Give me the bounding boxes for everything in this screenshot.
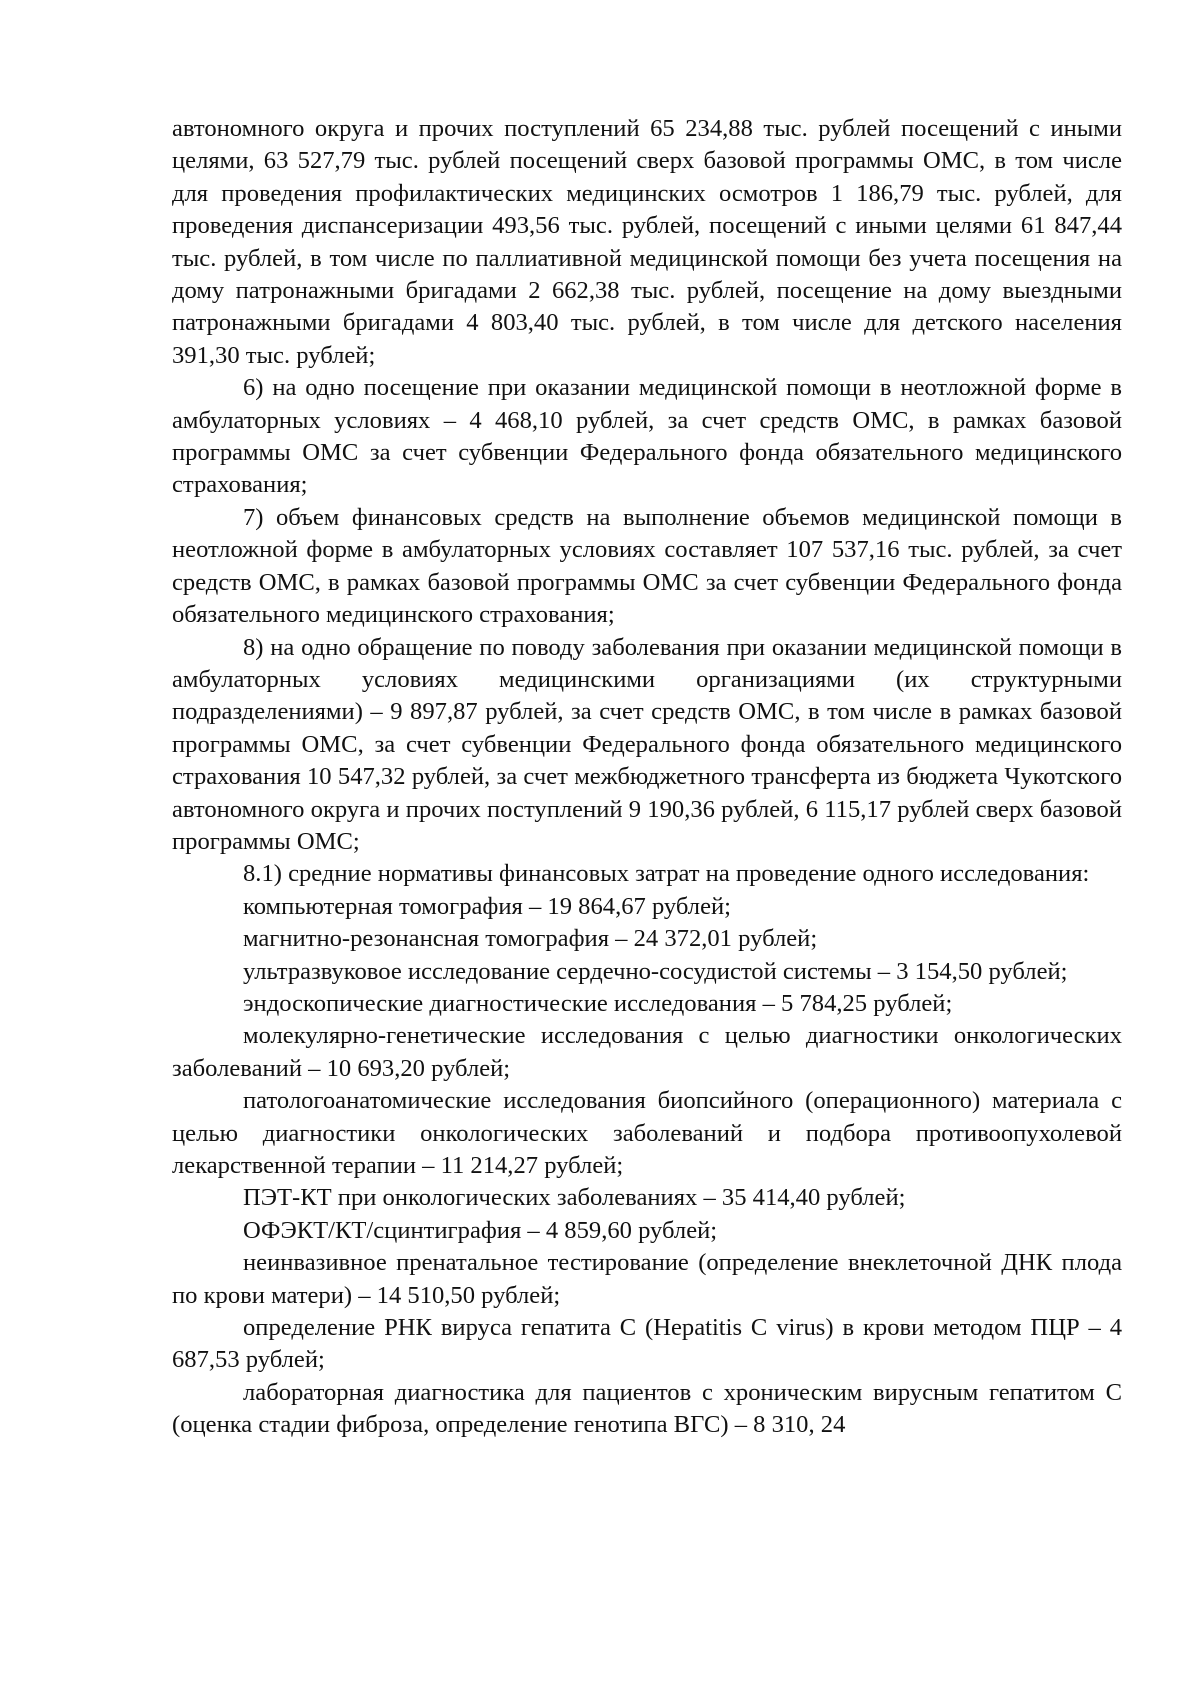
list-item-hcv-lab: лабораторная диагностика для пациентов с хроническим вирусным гепатитом С (оценка стадии фиброза, определение генотипа ВГС) – 8 310, 24 <box>172 1378 1122 1439</box>
document-body <box>172 113 1122 1442</box>
list-item-ct: компьютерная томография – 19 864,67 рублей; <box>243 892 731 920</box>
list-item-hcv-rna: определение РНК вируса гепатита С (Hepatitis C virus) в крови методом ПЦР – 4 687,53 рублей; <box>172 1314 1122 1374</box>
paragraph-continuation: автономного округа и прочих поступлений 65 234,88 тыс. рублей посещений с иными целями, 63 527,79 тыс. рублей посещений сверх базовой программы ОМС, в том числе для проведения профилактических медицинских осмотров 1 186,79 тыс. рублей, для проведения диспансеризации 493,56 тыс. рублей, посещений с иными целями 61 847,44 тыс. рублей, в том числе по паллиативной медицинской помощи без учета посещения на дому патронажными бригадами 2 662,38 тыс. рублей, посещение на дому выездными патронажными бригадами 4 803,40 тыс. рублей, в том числе для детского населения 391,30 тыс. рублей; <box>172 115 1122 369</box>
list-item-nipt: неинвазивное пренатальное тестирование (определение внеклеточной ДНК плода по крови матери) – 14 510,50 рублей; <box>172 1249 1122 1309</box>
paragraph-item-8: 8) на одно обращение по поводу заболевания при оказании медицинской помощи в амбулаторных условиях медицинскими организациями (их структурными подразделениями) – 9 897,87 рублей, за счет средств ОМС, в том числе в рамках базовой программы ОМС, за счет субвенции Федерального фонда обязательного медицинского страхования 10 547,32 рублей, за счет межбюджетного трансферта из бюджета Чукотского автономного округа и прочих поступлений 9 190,36 рублей, 6 115,17 рублей сверх базовой программы ОМС; <box>172 633 1122 855</box>
list-item-molecular: молекулярно-генетические исследования с целью диагностики онкологических заболеваний – 10 693,20 рублей; <box>172 1022 1122 1082</box>
paragraph-item-8-1: 8.1) средние нормативы финансовых затрат на проведение одного исследования: <box>243 860 1090 888</box>
list-item-spect: ОФЭКТ/КТ/сцинтиграфия – 4 859,60 рублей; <box>243 1216 718 1244</box>
list-item-mri: магнитно-резонансная томография – 24 372,01 рублей; <box>243 925 818 953</box>
list-item-pet-ct: ПЭТ-КТ при онкологических заболеваниях – 35 414,40 рублей; <box>243 1184 906 1212</box>
paragraph-item-6: 6) на одно посещение при оказании медицинской помощи в неотложной форме в амбулаторных условиях – 4 468,10 рублей, за счет средств ОМС, в рамках базовой программы ОМС за счет субвенции Федерального фонда обязательного медицинского страхования; <box>172 374 1122 499</box>
list-item-pathology: патологоанатомические исследования биопсийного (операционного) материала с целью диагностики онкологических заболеваний и подбора противоопухолевой лекарственной терапии – 11 214,27 рублей; <box>172 1087 1122 1179</box>
paragraph-item-7: 7) объем финансовых средств на выполнение объемов медицинской помощи в неотложной форме в амбулаторных условиях составляет 107 537,16 тыс. рублей, за счет средств ОМС, в рамках базовой программы ОМС за счет субвенции Федерального фонда обязательного медицинского страхования; <box>172 503 1122 629</box>
list-item-endoscopy: эндоскопические диагностические исследования – 5 784,25 рублей; <box>243 989 953 1017</box>
list-item-ultrasound: ультразвуковое исследование сердечно-сосудистой системы – 3 154,50 рублей; <box>243 957 1068 985</box>
